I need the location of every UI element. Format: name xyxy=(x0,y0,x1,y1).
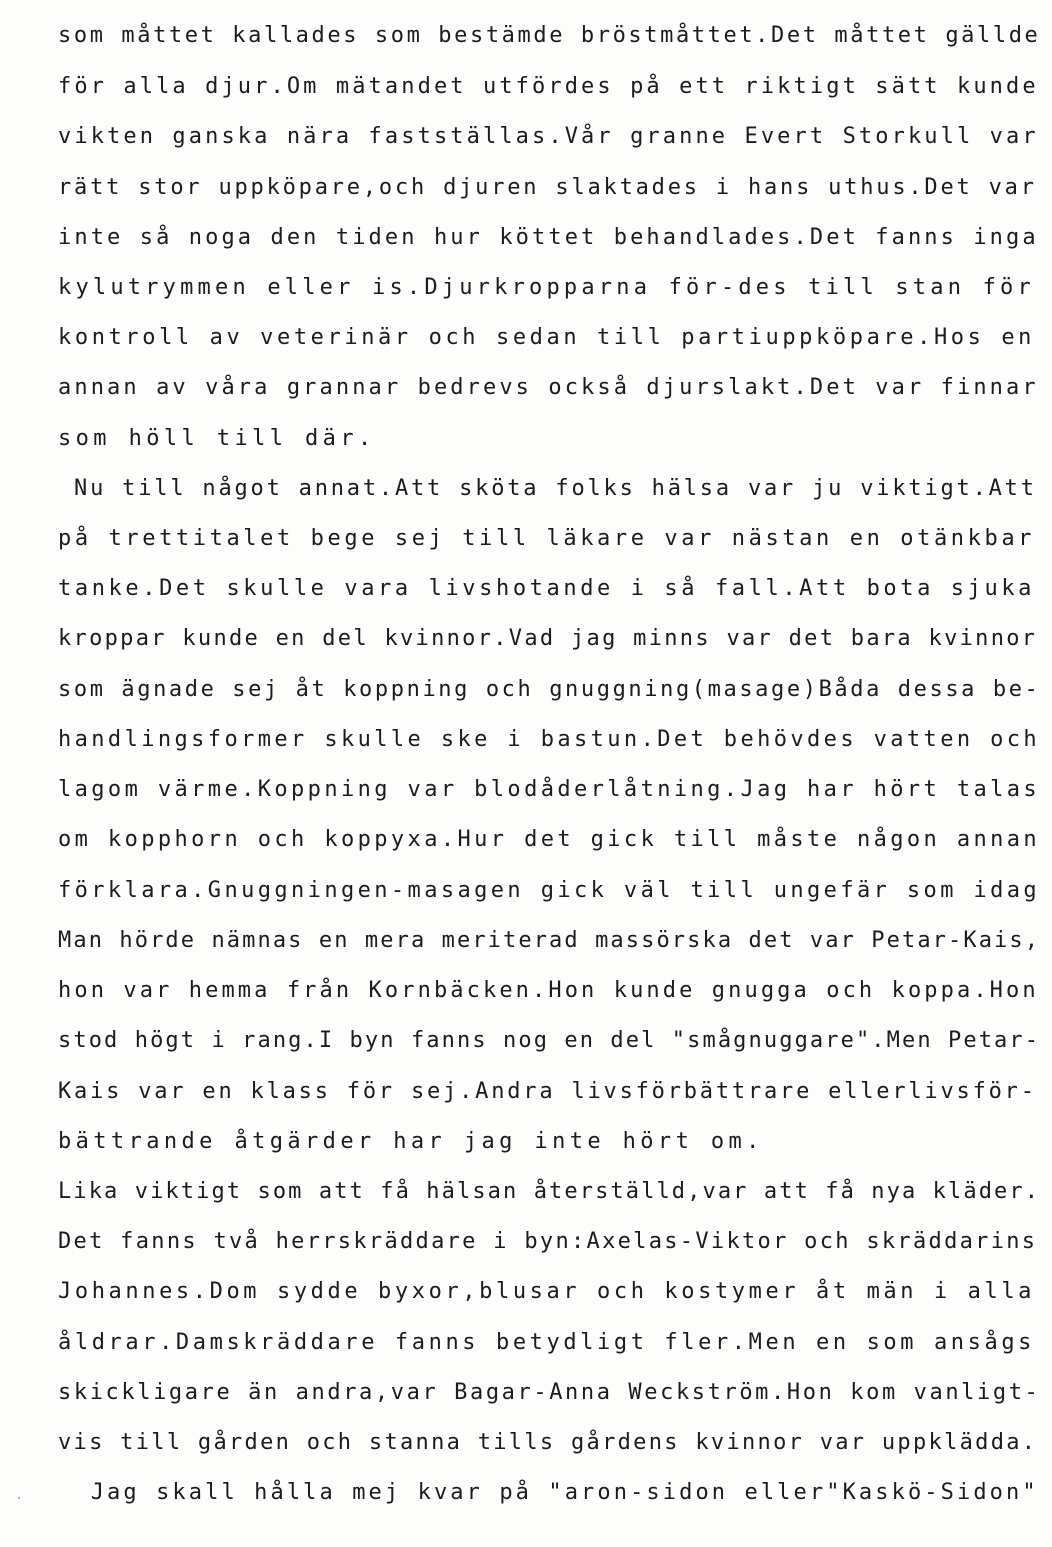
text-line: vikten ganska nära fastställas.Vår granne Evert Storkull var xyxy=(58,124,1039,149)
text-line: tanke.Det skulle vara livshotande i så fall.Att bota sjuka xyxy=(58,576,1036,601)
text-line: Johannes.Dom sydde byxor,blusar och kostymer åt män i alla xyxy=(58,1279,1036,1304)
text-line: förklara.Gnuggningen-masagen gick väl till ungefär som idag xyxy=(58,878,1041,903)
paper-speck xyxy=(18,1497,20,1499)
text-line: Nu till något annat.Att sköta folks hälsa var ju viktigt.Att xyxy=(58,476,1037,501)
text-line: hon var hemma från Kornbäcken.Hon kunde gnugga och koppa.Hon xyxy=(58,978,1039,1003)
text-line: för alla djur.Om mätandet utfördes på ett riktigt sätt kunde xyxy=(58,74,1039,99)
text-line: Lika viktigt som att få hälsan återställd,var att få nya kläder. xyxy=(58,1179,1041,1204)
text-line: Man hörde nämnas en mera meriterad massörska det var Petar-Kais, xyxy=(58,928,1041,953)
text-line: kylutrymmen eller is.Djurkropparna för-des till stan för xyxy=(58,275,1035,300)
text-line: skickligare än andra,var Bagar-Anna Weckström.Hon kom vanligt- xyxy=(58,1380,1041,1405)
text-line: vis till gården och stanna tills gårdens kvinnor var uppklädda. xyxy=(58,1430,1038,1455)
text-line: lagom värme.Koppning var blodåderlåtning.Jag har hört talas xyxy=(58,777,1041,802)
text-line: åldrar.Damskräddare fanns betydligt fler.Men en som ansågs xyxy=(58,1330,1036,1355)
text-line: på trettitalet bege sej till läkare var nästan en otänkbar xyxy=(58,526,1036,551)
text-line: stod högt i rang.I byn fanns nog en del "smågnuggare".Men Petar- xyxy=(58,1028,1041,1053)
text-line: rätt stor uppköpare,och djuren slaktades i hans uthus.Det var xyxy=(58,175,1037,200)
text-line: kroppar kunde en del kvinnor.Vad jag minns var det bara kvinnor xyxy=(58,626,1038,651)
text-line: kontroll av veterinär och sedan till partiuppköpare.Hos en xyxy=(58,325,1036,350)
text-line: bättrande åtgärder har jag inte hört om. xyxy=(58,1129,764,1154)
text-line: Kais var en klass för sej.Andra livsförbättrare ellerlivsför- xyxy=(58,1079,1037,1104)
text-line: som måttet kallades som bestämde bröstmåttet.Det måttet gällde xyxy=(58,23,1041,48)
text-line: som ägnade sej åt koppning och gnuggning(masage)Båda dessa be- xyxy=(58,677,1041,702)
text-line: som höll till där. xyxy=(58,426,376,451)
text-line: Det fanns två herrskräddare i byn:Axelas-Viktor och skräddarins xyxy=(58,1229,1038,1254)
text-line: handlingsformer skulle ske i bastun.Det behövdes vatten och xyxy=(58,727,1041,752)
text-line: om kopphorn och koppyxa.Hur det gick till måste någon annan xyxy=(58,827,1041,852)
text-line: inte så noga den tiden hur köttet behandlades.Det fanns inga xyxy=(58,225,1039,250)
text-line: Jag skall hålla mej kvar på "aron-sidon eller"Kaskö-Sidon" xyxy=(58,1480,1039,1505)
text-line: annan av våra grannar bedrevs också djurslakt.Det var finnar xyxy=(58,375,1039,400)
